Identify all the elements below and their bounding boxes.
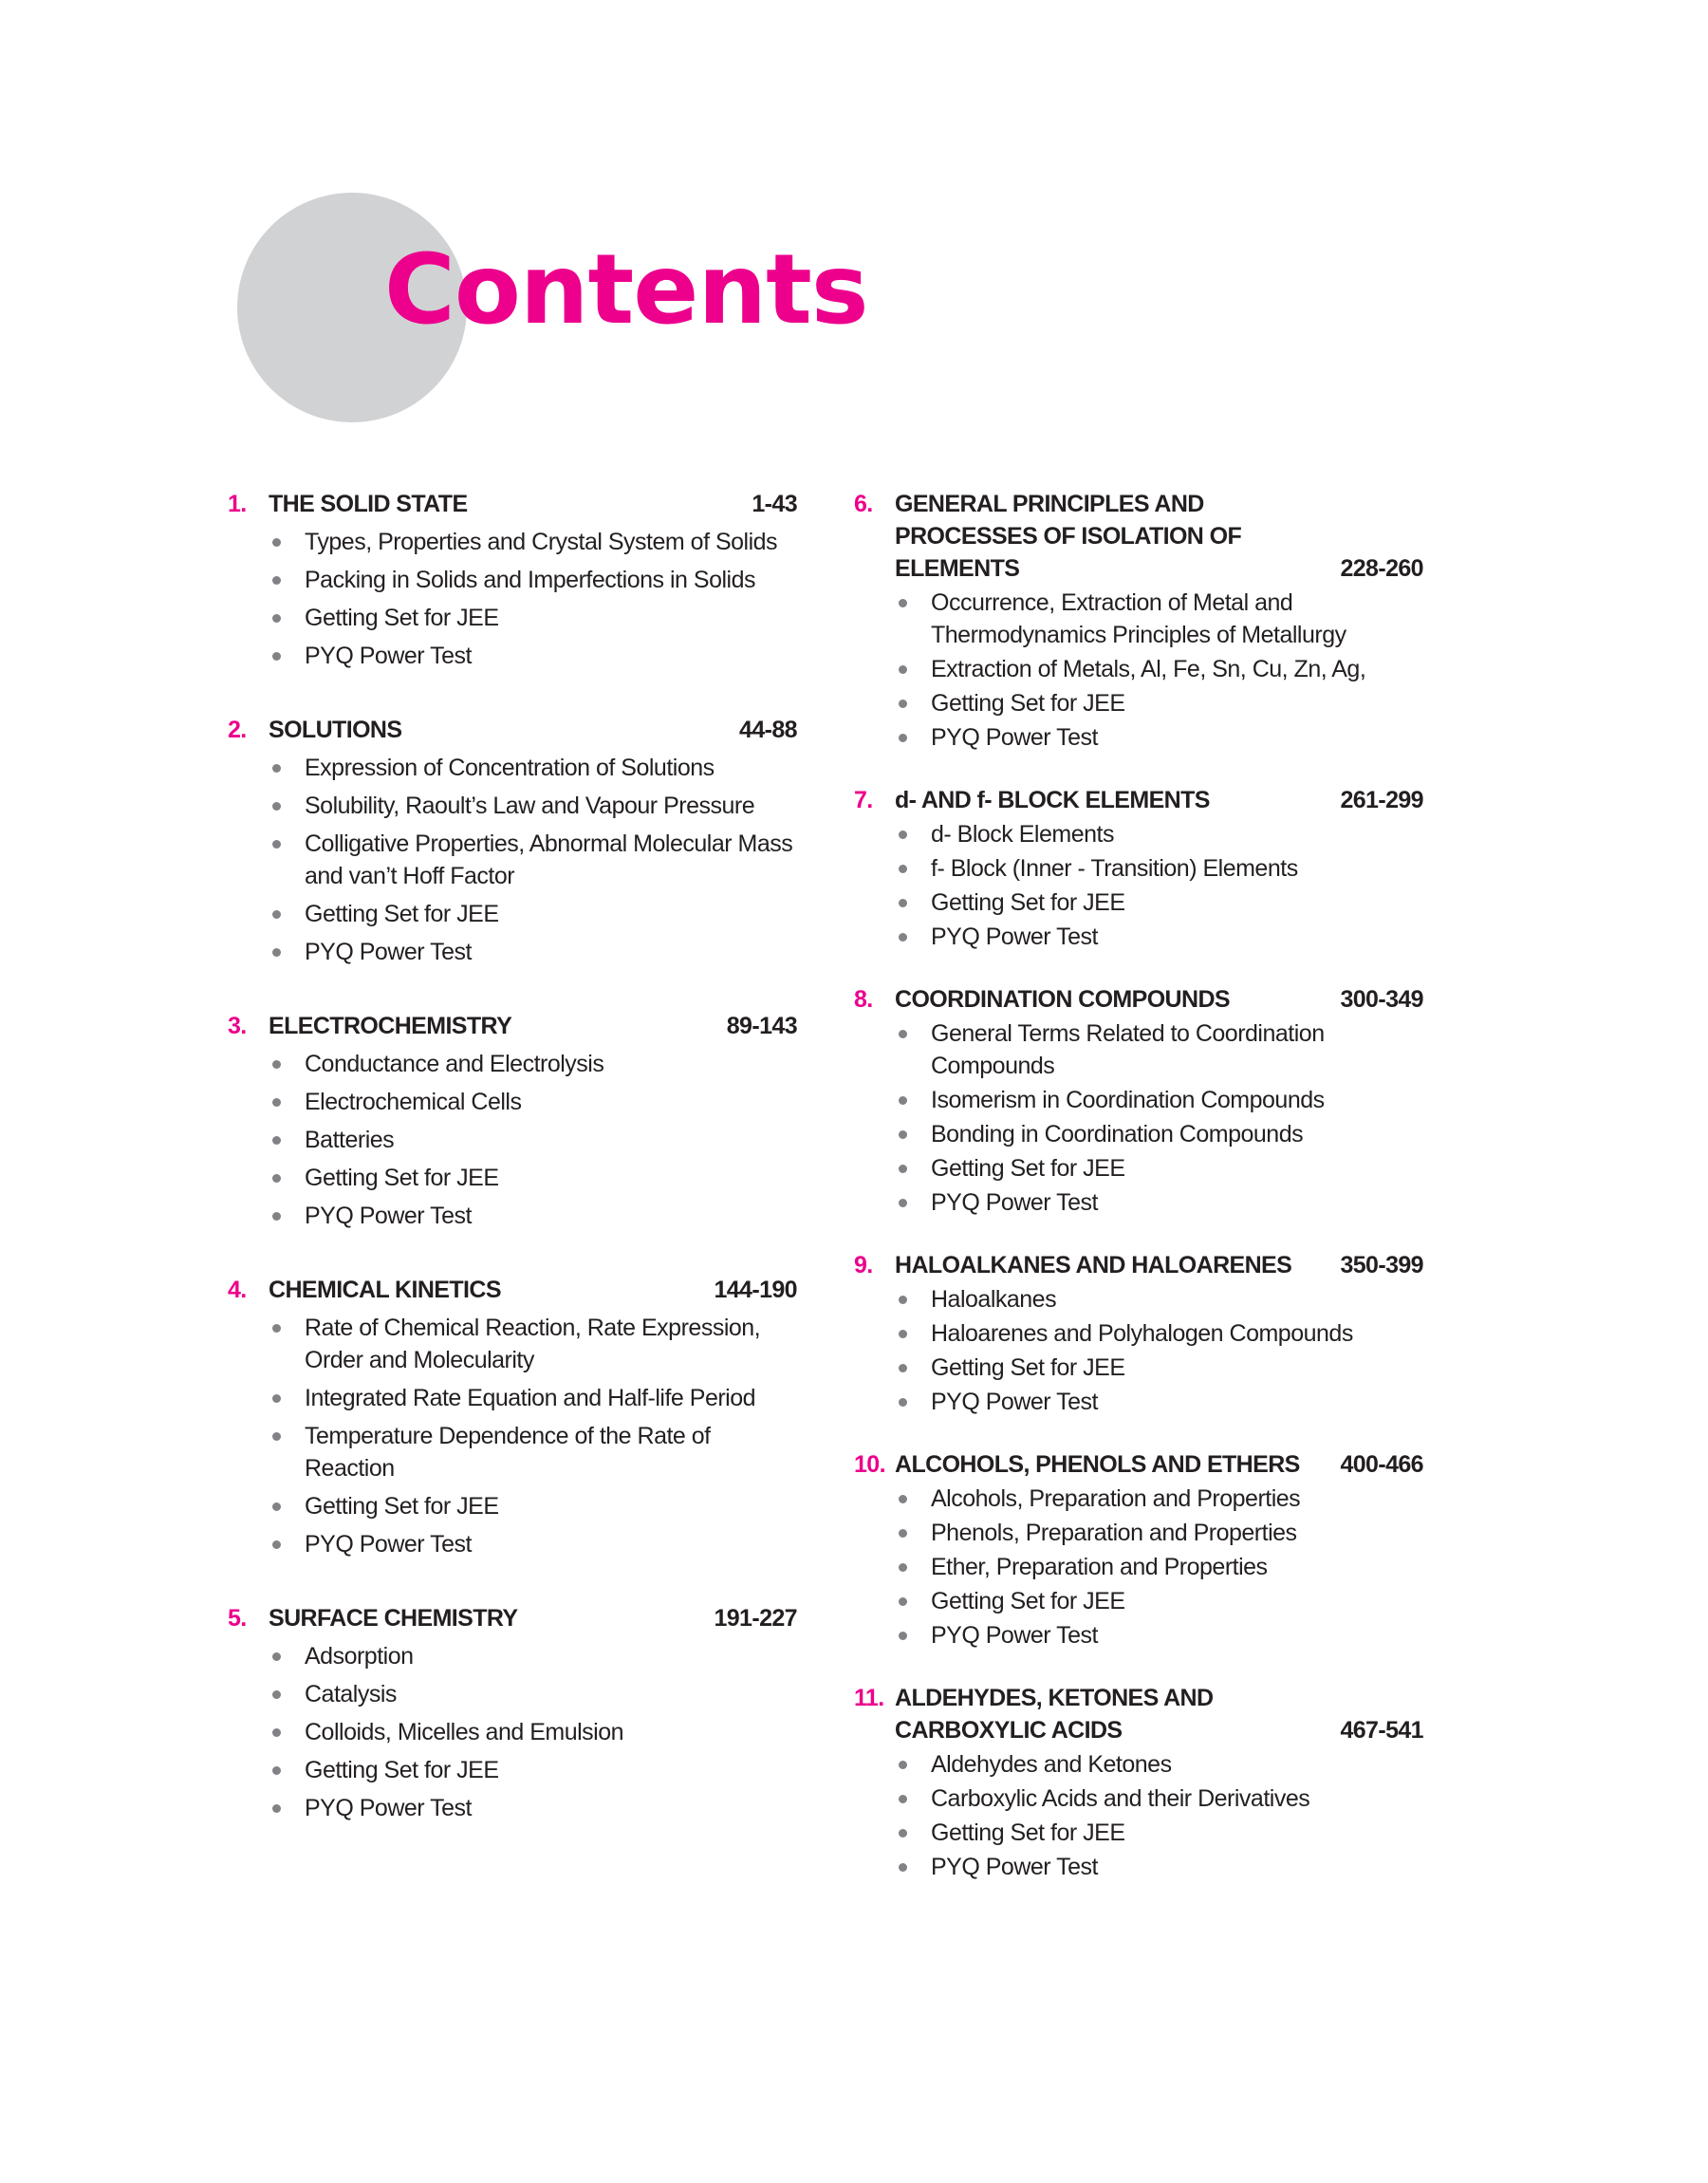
chapter-pages: 261-299 (1340, 787, 1423, 813)
chapter-number: 3. (228, 1013, 247, 1039)
chapter-title: CHEMICAL KINETICS (269, 1277, 501, 1303)
topic-text: Packing in Solids and Imperfections in Solids (305, 567, 755, 593)
chapter-8 (854, 983, 1423, 1219)
chapter-title: d- AND f- BLOCK ELEMENTS (895, 787, 1210, 813)
topic-item (269, 898, 797, 930)
chapter-number: 9. (854, 1252, 873, 1278)
bullet-icon (899, 1330, 907, 1338)
topic-text: Bonding in Coordination Compounds (931, 1121, 1304, 1147)
topic-text: Getting Set for JEE (305, 1165, 499, 1191)
topic-list (854, 1017, 1423, 1219)
topic-item (895, 1186, 1423, 1219)
topic-item (895, 1851, 1423, 1883)
topic-item (895, 687, 1423, 719)
topic-item (269, 1382, 797, 1414)
bullet-icon (899, 1529, 907, 1538)
chapter-heading (854, 983, 1423, 1016)
chapter-number: 11. (854, 1685, 884, 1711)
topic-list (854, 818, 1423, 953)
topic-text: Getting Set for JEE (931, 1588, 1125, 1614)
bullet-icon (272, 910, 281, 919)
chapter-heading (228, 1010, 797, 1042)
topic-text: Catalysis (305, 1681, 397, 1707)
bullet-icon (272, 1212, 281, 1221)
topic-text: Isomerism in Coordination Compounds (931, 1087, 1325, 1113)
chapter-title-row (895, 983, 1423, 1016)
page-title: Contents (384, 233, 868, 346)
bullet-icon (899, 599, 907, 607)
chapter-number: 10. (854, 1451, 885, 1478)
topic-text: Getting Set for JEE (305, 1757, 499, 1783)
topic-text: Temperature Dependence of the Rate of Reaction (305, 1423, 711, 1482)
topic-item (895, 1782, 1423, 1815)
topic-text: Adsorption (305, 1643, 414, 1670)
chapter-title-row (269, 488, 797, 520)
topic-item (895, 1517, 1423, 1549)
chapter-title-row (895, 1682, 1423, 1746)
bullet-icon (272, 948, 281, 957)
chapter-number: 4. (228, 1277, 247, 1303)
topic-text: Batteries (305, 1127, 395, 1153)
topic-list (854, 1748, 1423, 1883)
bullet-icon (899, 865, 907, 873)
bullet-icon (272, 840, 281, 849)
bullet-icon (899, 1030, 907, 1038)
chapter-3 (228, 1010, 797, 1232)
bullet-icon (272, 614, 281, 623)
bullet-icon (272, 1690, 281, 1699)
topic-item (269, 828, 797, 892)
topic-item (269, 602, 797, 634)
bullet-icon (272, 764, 281, 773)
bullet-icon (272, 1174, 281, 1183)
topic-text: Phenols, Preparation and Properties (931, 1520, 1297, 1546)
topic-item (895, 818, 1423, 850)
topic-list (228, 526, 797, 672)
topic-item (895, 721, 1423, 754)
chapter-pages: 1-43 (752, 491, 797, 517)
chapter-heading (854, 1249, 1423, 1281)
topic-item (269, 1086, 797, 1118)
topic-text: Expression of Concentration of Solutions (305, 755, 715, 781)
chapter-heading (228, 1274, 797, 1306)
topic-text: Electrochemical Cells (305, 1089, 522, 1115)
chapter-pages: 44-88 (739, 717, 797, 743)
chapter-6 (854, 488, 1423, 754)
chapter-9 (854, 1249, 1423, 1418)
topic-text: Colloids, Micelles and Emulsion (305, 1719, 624, 1745)
topic-text: PYQ Power Test (305, 939, 472, 965)
chapter-number: 2. (228, 717, 247, 743)
topic-item (895, 1152, 1423, 1185)
bullet-icon (272, 1766, 281, 1775)
bullet-icon (899, 1597, 907, 1606)
topic-text: PYQ Power Test (931, 1622, 1098, 1649)
chapter-title: THE SOLID STATE (269, 491, 468, 517)
contents-column-right (854, 488, 1423, 1883)
topic-item (269, 1490, 797, 1522)
chapter-7 (854, 784, 1423, 953)
topic-text: General Terms Related to Coordination Compounds (931, 1020, 1325, 1079)
chapter-title-row (269, 714, 797, 746)
topic-item (895, 1817, 1423, 1849)
chapter-pages: 467-541 (1340, 1717, 1423, 1744)
topic-text: Colligative Properties, Abnormal Molecular Mass and van’t Hoff Factor (305, 830, 793, 889)
chapter-pages: 400-466 (1340, 1451, 1423, 1478)
topic-item (269, 564, 797, 596)
topic-item (895, 921, 1423, 953)
chapter-title-row (269, 1010, 797, 1042)
bullet-icon (899, 1632, 907, 1640)
topic-item (895, 1084, 1423, 1116)
bullet-icon (899, 700, 907, 708)
topic-text: Getting Set for JEE (931, 690, 1125, 717)
topic-item (269, 752, 797, 784)
chapter-number: 7. (854, 787, 873, 813)
topic-text: Extraction of Metals, Al, Fe, Sn, Cu, Zn, Ag, (931, 656, 1366, 682)
bullet-icon (899, 1296, 907, 1304)
chapter-title: SOLUTIONS (269, 717, 402, 743)
topic-text: PYQ Power Test (931, 724, 1098, 751)
topic-text: Getting Set for JEE (931, 1819, 1125, 1846)
topic-list (228, 1312, 797, 1560)
bullet-icon (272, 1098, 281, 1107)
topic-text: Carboxylic Acids and their Derivatives (931, 1785, 1310, 1812)
bullet-icon (899, 1761, 907, 1769)
topic-text: Getting Set for JEE (931, 889, 1125, 916)
topic-item (269, 1312, 797, 1376)
chapter-heading (854, 1682, 1423, 1746)
chapter-pages: 89-143 (726, 1013, 797, 1039)
topic-text: Solubility, Raoult’s Law and Vapour Pressure (305, 793, 755, 819)
bullet-icon (272, 1324, 281, 1333)
bullet-icon (272, 1136, 281, 1145)
bullet-icon (899, 1199, 907, 1207)
topic-text: Getting Set for JEE (305, 605, 499, 631)
bullet-icon (272, 1804, 281, 1813)
topic-text: d- Block Elements (931, 821, 1114, 848)
topic-text: Getting Set for JEE (305, 901, 499, 927)
topic-item (269, 790, 797, 822)
topic-item (269, 1420, 797, 1484)
chapter-title-row (269, 1602, 797, 1634)
chapter-title-row (895, 1249, 1423, 1281)
topic-list (228, 1048, 797, 1232)
topic-list (854, 1483, 1423, 1651)
chapter-title-row (895, 784, 1423, 816)
chapter-2 (228, 714, 797, 968)
topic-item (895, 587, 1423, 651)
contents-column-left (228, 488, 797, 1824)
topic-item (895, 1483, 1423, 1515)
topic-item (269, 1640, 797, 1672)
topic-item (269, 1528, 797, 1560)
chapter-4 (228, 1274, 797, 1560)
topic-text: Occurrence, Extraction of Metal and Thermodynamics Principles of Metallurgy (931, 589, 1346, 648)
chapter-title-row (895, 488, 1423, 585)
bullet-icon (899, 933, 907, 942)
chapter-heading (854, 488, 1423, 585)
topic-text: Rate of Chemical Reaction, Rate Expression, Order and Molecularity (305, 1315, 761, 1373)
topic-item (269, 1162, 797, 1194)
bullet-icon (899, 1795, 907, 1803)
bullet-icon (272, 1060, 281, 1069)
chapter-title: HALOALKANES AND HALOARENES (895, 1252, 1292, 1278)
bullet-icon (899, 665, 907, 674)
bullet-icon (899, 1096, 907, 1105)
chapter-title: COORDINATION COMPOUNDS (895, 986, 1230, 1013)
topic-text: Getting Set for JEE (931, 1155, 1125, 1182)
topic-item (269, 640, 797, 672)
topic-item (895, 886, 1423, 919)
topic-item (895, 1283, 1423, 1315)
bullet-icon (272, 1652, 281, 1661)
chapter-number: 8. (854, 986, 873, 1013)
chapter-11 (854, 1682, 1423, 1883)
topic-item (895, 1317, 1423, 1350)
topic-list (854, 587, 1423, 754)
chapter-title: ELECTROCHEMISTRY (269, 1013, 512, 1039)
chapter-pages: 144-190 (714, 1277, 797, 1303)
topic-item (895, 1748, 1423, 1781)
chapter-number: 6. (854, 491, 873, 517)
topic-item (895, 1585, 1423, 1617)
bullet-icon (899, 1863, 907, 1872)
topic-text: PYQ Power Test (305, 1203, 472, 1229)
chapter-heading (854, 784, 1423, 816)
topic-text: Aldehydes and Ketones (931, 1751, 1172, 1778)
topic-text: PYQ Power Test (931, 1189, 1098, 1216)
topic-item (895, 653, 1423, 685)
topic-item (269, 1792, 797, 1824)
bullet-icon (272, 1394, 281, 1403)
topic-list (228, 752, 797, 968)
chapter-pages: 228-260 (1340, 555, 1423, 582)
bullet-icon (272, 1502, 281, 1511)
topic-text: PYQ Power Test (305, 1795, 472, 1821)
chapter-title: ALCOHOLS, PHENOLS AND ETHERS (895, 1451, 1300, 1478)
topic-text: Getting Set for JEE (305, 1493, 499, 1520)
topic-item (269, 1200, 797, 1232)
bullet-icon (272, 652, 281, 661)
chapter-title: ALDEHYDES, KETONES AND CARBOXYLIC ACIDS (895, 1685, 1214, 1744)
chapter-pages: 191-227 (714, 1605, 797, 1632)
topic-item (895, 1386, 1423, 1418)
topic-text: PYQ Power Test (305, 1531, 472, 1558)
topic-text: Conductance and Electrolysis (305, 1051, 604, 1077)
bullet-icon (272, 802, 281, 811)
topic-text: Getting Set for JEE (931, 1354, 1125, 1381)
chapter-title-row (269, 1274, 797, 1306)
topic-list (854, 1283, 1423, 1418)
bullet-icon (899, 1130, 907, 1139)
topic-text: Types, Properties and Crystal System of Solids (305, 529, 778, 555)
topic-text: Integrated Rate Equation and Half-life Period (305, 1385, 756, 1411)
chapter-heading (854, 1448, 1423, 1481)
chapter-heading (228, 488, 797, 520)
topic-text: Ether, Preparation and Properties (931, 1554, 1268, 1580)
topic-item (269, 936, 797, 968)
bullet-icon (272, 1728, 281, 1737)
chapter-heading (228, 1602, 797, 1634)
bullet-icon (899, 1563, 907, 1572)
chapter-number: 1. (228, 491, 247, 517)
bullet-icon (899, 1165, 907, 1173)
chapter-heading (228, 714, 797, 746)
chapter-number: 5. (228, 1605, 247, 1632)
bullet-icon (272, 576, 281, 585)
chapter-pages: 350-399 (1340, 1252, 1423, 1278)
chapter-title: SURFACE CHEMISTRY (269, 1605, 518, 1632)
topic-item (269, 1716, 797, 1748)
topic-list (228, 1640, 797, 1824)
topic-item (895, 1619, 1423, 1651)
topic-text: f- Block (Inner - Transition) Elements (931, 855, 1298, 882)
bullet-icon (899, 1495, 907, 1503)
bullet-icon (899, 899, 907, 907)
topic-item (895, 1551, 1423, 1583)
chapter-10 (854, 1448, 1423, 1651)
bullet-icon (272, 1432, 281, 1441)
topic-text: PYQ Power Test (931, 1854, 1098, 1880)
topic-text: Alcohols, Preparation and Properties (931, 1485, 1301, 1512)
topic-text: Haloarenes and Polyhalogen Compounds (931, 1320, 1353, 1347)
bullet-icon (899, 734, 907, 742)
topic-text: Haloalkanes (931, 1286, 1057, 1313)
chapter-pages: 300-349 (1340, 986, 1423, 1013)
bullet-icon (272, 1540, 281, 1549)
bullet-icon (899, 1829, 907, 1838)
topic-item (269, 1754, 797, 1786)
topic-item (895, 1352, 1423, 1384)
topic-item (895, 852, 1423, 885)
chapter-1 (228, 488, 797, 672)
chapter-title: GENERAL PRINCIPLES AND PROCESSES OF ISOLATION OF ELEMENTS (895, 491, 1242, 582)
bullet-icon (272, 538, 281, 547)
bullet-icon (899, 1398, 907, 1407)
topic-text: PYQ Power Test (931, 924, 1098, 950)
topic-item (269, 1678, 797, 1710)
topic-item (269, 526, 797, 558)
bullet-icon (899, 830, 907, 839)
topic-item (269, 1124, 797, 1156)
topic-item (269, 1048, 797, 1080)
chapter-5 (228, 1602, 797, 1824)
bullet-icon (899, 1364, 907, 1372)
topic-text: PYQ Power Test (931, 1389, 1098, 1415)
topic-item (895, 1118, 1423, 1150)
topic-text: PYQ Power Test (305, 643, 472, 669)
topic-item (895, 1017, 1423, 1082)
chapter-title-row (895, 1448, 1423, 1481)
